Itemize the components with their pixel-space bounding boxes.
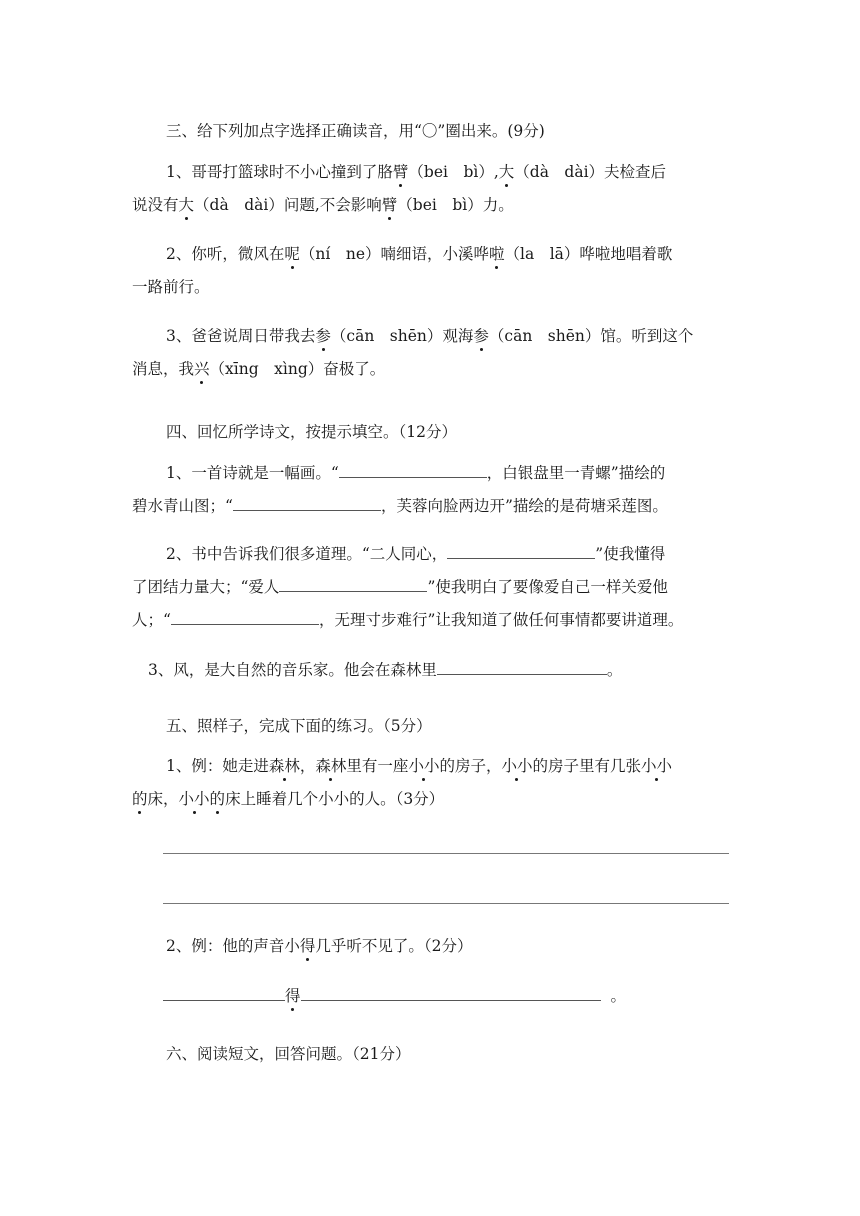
dotted-char: 得	[285, 987, 301, 1005]
dotted-char: 臂	[392, 163, 409, 181]
s4-q2-line1: 2、书中告诉我们很多道理。“二人同心， ”使我懂得	[166, 542, 665, 565]
fill-blank[interactable]	[437, 658, 607, 675]
section-3-heading: 三、给下列加点字选择正确读音，用“〇”圈出来。(9分)	[166, 122, 545, 140]
s3-q3-line2: 消息，我兴（xīng xìng）奋极了。	[132, 360, 386, 378]
s5-q2-line1: 2、例：他的声音小得几乎听不见了。（2分）	[166, 937, 473, 955]
dotted-char: 得	[299, 937, 316, 955]
s4-q1-line2: 碧水青山图；“ ，芙蓉向脸两边开”描绘的是荷塘采莲图。	[132, 494, 668, 517]
s3-q2-line2: 一路前行。	[132, 278, 210, 296]
fill-blank[interactable]	[447, 542, 595, 559]
s5-q2-answer-line: 得 。	[163, 984, 626, 1007]
s4-q2-line2: 了团结力量大；“爱人 ”使我明白了要像爱自己一样关爱他	[132, 575, 668, 598]
dotted-char: 小小	[641, 757, 673, 775]
fill-blank[interactable]	[301, 984, 601, 1001]
s3-q1-line1: 1、哥哥打篮球时不小心撞到了胳臂（bei bì）,大（dà dài）夫检查后	[166, 163, 667, 181]
dotted-char: 臂	[381, 196, 398, 214]
dotted-char: 啦	[489, 245, 505, 263]
dotted-char: 小小	[178, 790, 210, 808]
dotted-char: 森林	[268, 757, 300, 775]
dotted-char: 参	[473, 327, 489, 345]
fill-blank[interactable]	[339, 461, 487, 478]
dotted-char: 大	[498, 163, 515, 181]
answer-line[interactable]	[163, 853, 729, 854]
dotted-char: 小小	[408, 757, 440, 775]
section-6-heading: 六、阅读短文，回答问题。（21分）	[166, 1045, 411, 1063]
s4-q3-line1: 3、风，是大自然的音乐家。他会在森林里 。	[148, 658, 622, 681]
s3-q2-line1: 2、你听，微风在呢（ní ne）喃细语，小溪哗啦（la lā）哗啦地唱着歌	[166, 245, 673, 263]
s3-q1-line2: 说没有大（dà dài）问题,不会影响臂（bei bì）力。	[132, 196, 514, 214]
dotted-char: 呢	[284, 245, 300, 263]
section-4-heading: 四、回忆所学诗文，按提示填空。（12分）	[166, 423, 457, 441]
dotted-char: 小小	[501, 757, 533, 775]
section-5-heading: 五、照样子，完成下面的练习。（5分）	[166, 717, 432, 735]
answer-line[interactable]	[163, 903, 729, 904]
s5-q1-line2: 的床，小小的床上睡着几个小小的人。（3分）	[132, 790, 445, 808]
dotted-char: 的	[209, 790, 226, 808]
s5-q1-line1: 1、例：她走进森林，森林里有一座小小的房子，小小的房子里有几张小小	[166, 757, 673, 775]
fill-blank[interactable]	[163, 984, 285, 1001]
fill-blank[interactable]	[233, 494, 381, 511]
dotted-char: 参	[315, 327, 331, 345]
s4-q1-line1: 1、一首诗就是一幅画。“ ，白银盘里一青螺”描绘的	[166, 461, 665, 484]
dotted-char: 大	[178, 196, 195, 214]
fill-blank[interactable]	[279, 575, 427, 592]
fill-blank[interactable]	[171, 608, 319, 625]
dotted-char: 的	[132, 790, 148, 808]
s4-q2-line3: 人；“ ，无理寸步难行”让我知道了做任何事情都要讲道理。	[132, 608, 683, 631]
dotted-char: 兴	[194, 360, 210, 378]
s3-q3-line1: 3、爸爸说周日带我去参（cān shēn）观海参（cān shēn）馆。听到这个	[166, 327, 694, 345]
dotted-char: 森林	[315, 757, 347, 775]
